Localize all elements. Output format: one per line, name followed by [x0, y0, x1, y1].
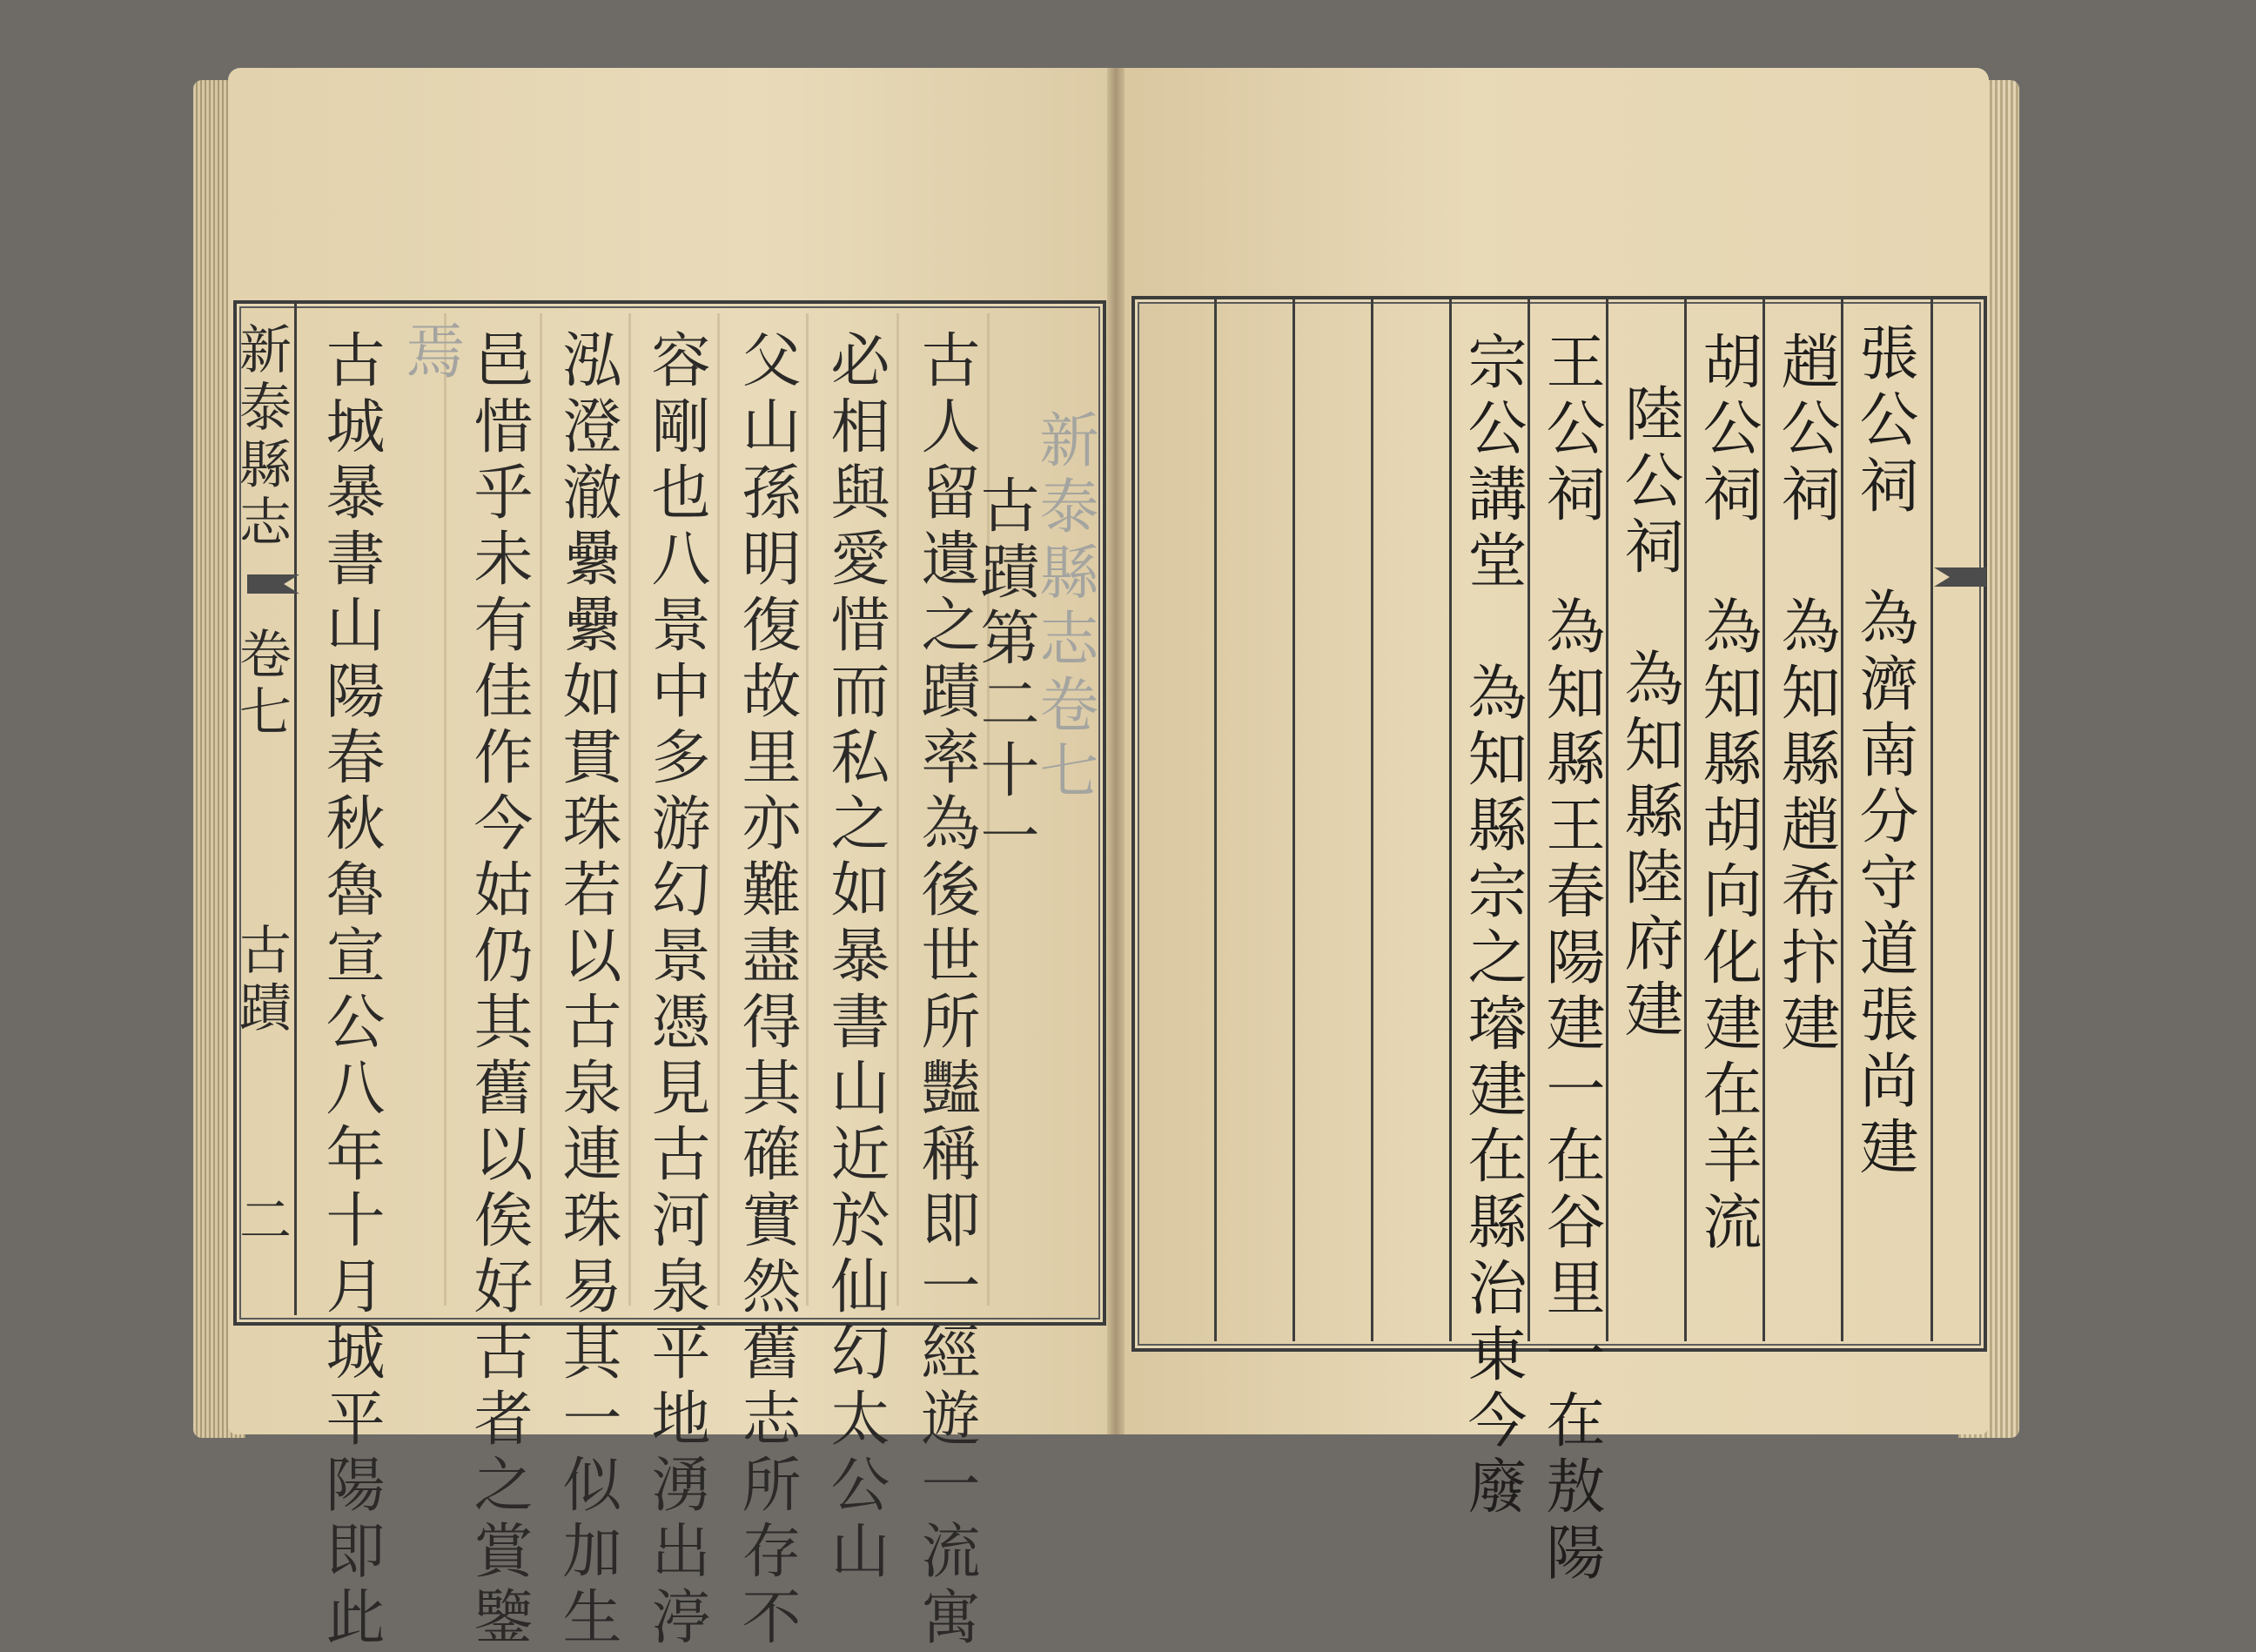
section-heading: 古蹟第二十一: [970, 474, 1039, 871]
column-rule: [1841, 299, 1843, 1341]
column-rule: [1214, 299, 1217, 1341]
margin-page-number: 二: [231, 1192, 292, 1250]
column-rule: [1371, 299, 1373, 1341]
column-rule: [540, 313, 542, 1306]
column-rule: [1684, 299, 1687, 1341]
text-column: 陸公祠 為知縣陸府建: [1615, 383, 1683, 1044]
text-column: 必相與愛惜而私之如暴書山近於仙幻太公山: [821, 329, 890, 1586]
column-rule: [1292, 299, 1295, 1341]
column-rule: [1449, 299, 1452, 1341]
margin-volume: 卷七: [231, 627, 292, 742]
book-gutter: [1107, 68, 1125, 1434]
column-rule: [628, 313, 631, 1306]
text-column: 張公祠 為濟南分守道張尚建: [1850, 322, 1918, 1182]
column-rule: [806, 313, 809, 1306]
text-column: 宗公講堂 為知縣宗之璿建在縣治東今廢: [1458, 331, 1527, 1521]
text-column: 趙公祠 為知縣趙希抃建: [1771, 331, 1840, 1058]
text-column: 容剛也八景中多游幻景憑見古河泉平地湧出渟: [641, 329, 710, 1652]
column-rule: [444, 313, 446, 1306]
column-rule: [1762, 299, 1765, 1341]
left-margin-rule: [294, 304, 297, 1315]
text-column: 胡公祠 為知縣胡向化建在羊流: [1693, 331, 1762, 1257]
column-rule: [717, 313, 720, 1306]
text-column: 古城暴書山陽春秋魯宣公八年十月城平陽即此: [316, 329, 385, 1652]
right-margin-rule: [1930, 299, 1933, 1341]
column-rule: [896, 313, 899, 1306]
margin-book-title: 新泰縣志: [231, 322, 292, 552]
column-rule: [1528, 299, 1530, 1341]
volume-heading: 新泰縣志卷七: [1030, 409, 1098, 806]
text-column: 父山孫明復故里亦難盡得其確實然舊志所存不: [732, 329, 801, 1652]
column-rule: [1606, 299, 1608, 1341]
text-column: 王公祠 為知縣王春陽建一在谷里一在敖陽: [1536, 331, 1605, 1588]
text-column: 古人留遺之蹟率為後世所豔稱即一經遊一流寓: [911, 329, 980, 1652]
text-column: 邑惜乎未有佳作今姑仍其舊以俟好古者之賞鑒: [464, 329, 533, 1652]
text-column: 焉: [396, 320, 465, 386]
text-column: 泓澄澈纍纍如貫珠若以古泉連珠易其一似加生: [553, 329, 621, 1652]
margin-section: 古蹟: [231, 923, 292, 1038]
